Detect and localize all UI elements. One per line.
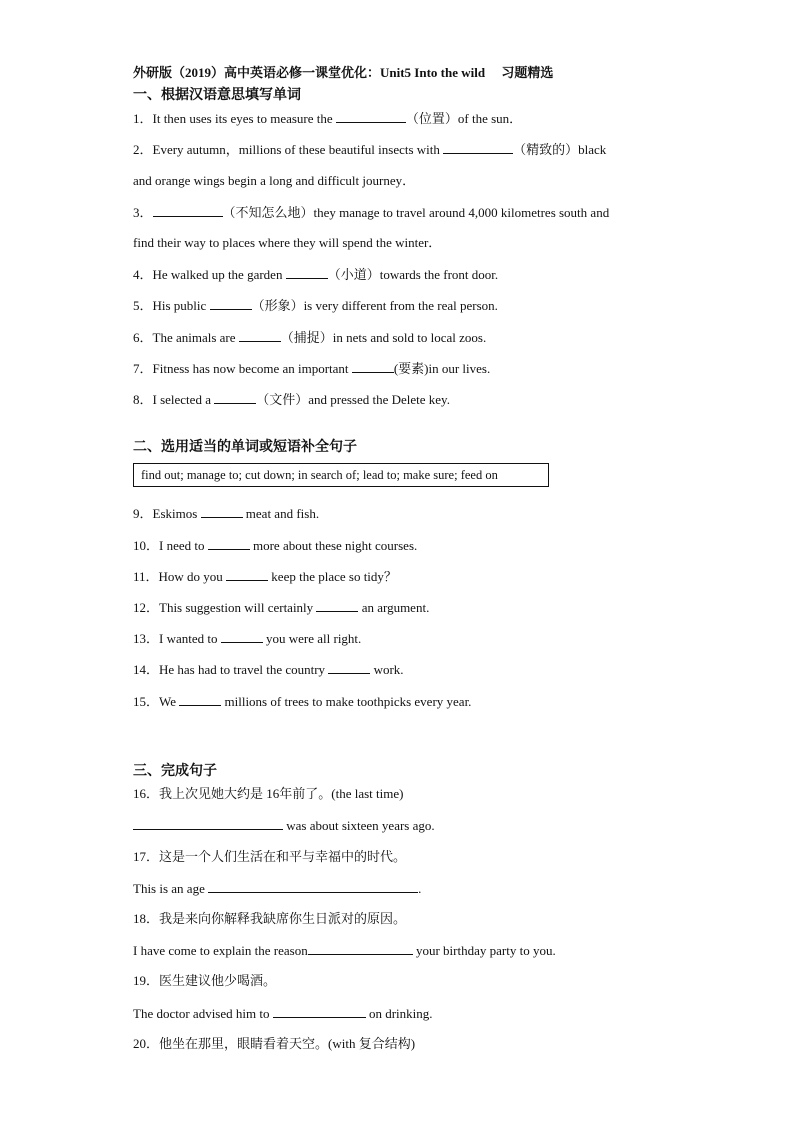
question-10: 10．I need to more about these night courses. (133, 538, 418, 553)
question-4: 4．He walked up the garden （小道）towards the front door. (133, 267, 499, 282)
answer-blank[interactable] (221, 630, 263, 643)
question-5: 5．His public （形象）is very different from the real person. (133, 298, 498, 313)
question-13: 13．I wanted to you were all right. (133, 631, 362, 646)
answer-blank[interactable] (328, 661, 370, 674)
question-18-answer: I have come to explain the reason your birthday party to you. (133, 943, 556, 958)
question-2-continued: and orange wings begin a long and difficult journey． (133, 173, 416, 188)
answer-blank[interactable] (273, 1005, 366, 1018)
answer-blank[interactable] (179, 693, 221, 706)
answer-blank[interactable] (201, 505, 243, 518)
question-15: 15．We millions of trees to make toothpicks every year. (133, 694, 472, 709)
page-title: 外研版（2019）高中英语必修一课堂优化：Unit5 Into the wild 习题精选 (133, 65, 554, 80)
question-6: 6．The animals are （捕捉）in nets and sold to local zoos. (133, 330, 487, 345)
answer-blank[interactable] (208, 537, 250, 550)
word-bank-box: find out; manage to; cut down; in search of; lead to; make sure; feed on (133, 463, 549, 487)
answer-blank[interactable] (308, 942, 413, 955)
question-19-prompt: 19．医生建议他少喝酒。 (133, 973, 277, 988)
question-3: 3． （不知怎么地）they manage to travel around 4,000 kilometres south and (133, 205, 610, 220)
section3-heading: 三、完成句子 (133, 764, 217, 779)
question-16-prompt: 16．我上次见她大约是 16年前了。(the last time) (133, 786, 404, 801)
answer-blank[interactable] (214, 391, 256, 404)
question-11: 11．How do you keep the place so tidy？ (133, 569, 397, 584)
answer-blank[interactable] (226, 568, 268, 581)
answer-blank[interactable] (286, 266, 328, 279)
question-7: 7．Fitness has now become an important (要素)in our lives. (133, 361, 491, 376)
question-12: 12．This suggestion will certainly an argument. (133, 600, 430, 615)
answer-blank[interactable] (210, 297, 252, 310)
question-2: 2．Every autumn，millions of these beautiful insects with （精致的）black (133, 142, 607, 157)
question-8: 8．I selected a （文件）and pressed the Delete key. (133, 392, 450, 407)
answer-blank[interactable] (316, 599, 358, 612)
answer-blank[interactable] (153, 204, 223, 217)
question-17-prompt: 17．这是一个人们生活在和平与幸福中的时代。 (133, 849, 407, 864)
question-20-prompt: 20．他坐在那里，眼睛看着天空。(with 复合结构) (133, 1036, 416, 1051)
question-18-prompt: 18．我是来向你解释我缺席你生日派对的原因。 (133, 911, 407, 926)
question-17-answer: This is an age . (133, 881, 422, 896)
section2-heading: 二、选用适当的单词或短语补全句子 (133, 440, 357, 455)
question-1: 1．It then uses its eyes to measure the （位置）of the sun． (133, 111, 523, 126)
question-19-answer: The doctor advised him to on drinking. (133, 1006, 433, 1021)
answer-blank[interactable] (336, 110, 406, 123)
question-3-continued: find their way to places where they will spend the winter． (133, 235, 442, 250)
question-14: 14．He has had to travel the country work. (133, 662, 404, 677)
answer-blank[interactable] (443, 141, 513, 154)
question-9: 9．Eskimos meat and fish. (133, 506, 320, 521)
section1-heading: 一、根据汉语意思填写单词 (133, 88, 301, 103)
answer-blank[interactable] (133, 817, 283, 830)
answer-blank[interactable] (208, 880, 418, 893)
question-16-answer: was about sixteen years ago. (133, 817, 435, 834)
answer-blank[interactable] (239, 329, 281, 342)
answer-blank[interactable] (352, 360, 394, 373)
